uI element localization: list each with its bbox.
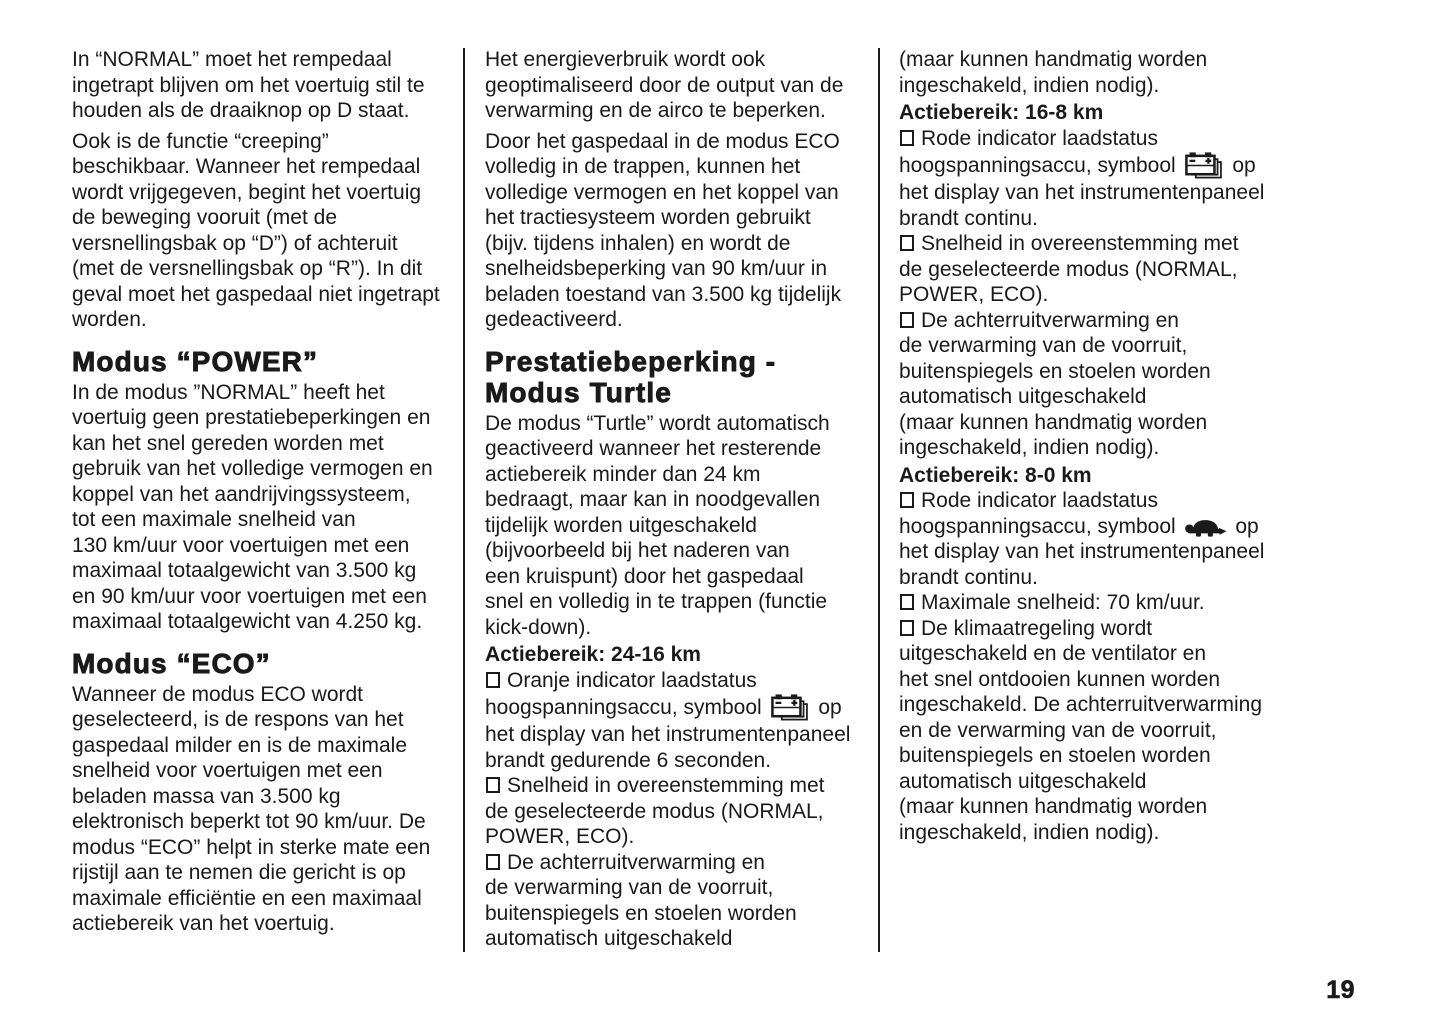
bullet-square-icon: [486, 854, 500, 870]
text-line: het snel ontdooien kunnen worden: [899, 667, 1221, 691]
text-line: Snelheid in overeenstemming met: [485, 773, 867, 799]
text-line: worden.: [72, 308, 147, 331]
text-line: In “NORMAL” moet het rempedaal: [72, 48, 392, 71]
text-line: en 90 km/uur voor voertuigen met een: [72, 584, 427, 608]
text-line: geoptimaliseerd door de output van de: [485, 73, 844, 97]
text-line: In de modus ”NORMAL” heeft het: [72, 380, 385, 404]
text-line: snelheid voor voertuigen met een: [72, 759, 383, 782]
column-left: [72, 47, 454, 937]
text-line: De achterruitverwarming en: [485, 850, 867, 876]
text-line: hoogspanningsaccu, symbool op: [899, 151, 1281, 180]
subsection-heading: [899, 463, 1281, 489]
text-line: Modus Turtle: [485, 376, 672, 408]
paragraph: [899, 47, 1281, 98]
text-line: buitenspiegels en stoelen worden: [899, 359, 1211, 383]
text-line: POWER, ECO).: [899, 283, 1049, 306]
bullet-square-icon: [900, 594, 914, 610]
column-divider: [878, 48, 880, 952]
text-line: maximaal totaalgewicht van 4.250 kg.: [72, 610, 423, 633]
bullet-square-icon: [900, 130, 914, 146]
text-line: POWER, ECO).: [485, 825, 635, 848]
bullet-square-icon: [486, 777, 500, 793]
paragraph: [485, 129, 867, 333]
text-line: 130 km/uur voor voertuigen met een: [72, 533, 410, 557]
text-line: kan het snel gereden worden met: [72, 431, 384, 455]
text-line: gebruik van het volledige vermogen en: [72, 457, 433, 480]
text-line: volledige vermogen en het koppel van: [485, 180, 839, 204]
text-line: tijdelijk worden uitgeschakeld: [485, 513, 757, 537]
text-line: (maar kunnen handmatig worden: [899, 795, 1208, 818]
text-line: snelheidsbeperking van 90 km/uur in: [485, 257, 828, 280]
text-line: automatisch uitgeschakeld: [899, 385, 1147, 408]
text-line: en de verwarming van de voorruit,: [899, 718, 1217, 742]
bullet-square-icon: [900, 492, 914, 508]
text-line: bedraagt, maar kan in noodgevallen: [485, 488, 821, 511]
text-line: maximaal totaalgewicht van 3.500 kg: [72, 559, 417, 582]
text-line: de beweging vooruit (met de: [72, 206, 337, 229]
text-line: verwarming en de airco te beperken.: [485, 99, 826, 122]
text-line: hoogspanningsaccu, symbool op: [485, 693, 867, 722]
bullet-square-icon: [900, 235, 914, 251]
section-heading: [72, 346, 454, 377]
text-line: gaspedaal milder en is de maximale: [72, 733, 408, 757]
text-line: Rode indicator laadstatus: [899, 126, 1281, 152]
text-line: Maximale snelheid: 70 km/uur.: [899, 590, 1281, 616]
text-line: een kruispunt) door het gaspedaal: [485, 564, 804, 588]
bullet-square-icon: [900, 620, 914, 636]
text-line: Het energieverbruik wordt ook: [485, 48, 766, 71]
paragraph: [72, 129, 454, 333]
text-line: wordt vrijgegeven, begint het voertuig: [72, 180, 422, 204]
text-line: actiebereik van het voertuig.: [72, 912, 335, 935]
subsection-heading: [485, 642, 867, 668]
bullet-square-icon: [900, 312, 914, 328]
subsection-heading: [899, 100, 1281, 126]
page-number: 19: [1326, 976, 1355, 1004]
text-line: gedeactiveerd.: [485, 308, 623, 331]
text-line: rijstijl aan te nemen die gericht is op: [72, 861, 406, 884]
paragraph: [899, 488, 1281, 845]
text-line: beladen massa van 3.500 kg: [72, 784, 341, 808]
text-line: ingeschakeld, indien nodig).: [899, 820, 1160, 844]
text-line: brandt gedurende 6 seconden.: [485, 748, 772, 772]
column-right: [899, 47, 1281, 845]
text-line: brandt continu.: [899, 206, 1038, 230]
text-line: buitenspiegels en stoelen worden: [899, 744, 1211, 767]
paragraph: [485, 47, 867, 124]
text-line: de verwarming van de voorruit,: [899, 334, 1188, 357]
paragraph: [485, 668, 867, 952]
text-line: Oranje indicator laadstatus: [485, 668, 867, 694]
text-line: beschikbaar. Wanneer het rempedaal: [72, 155, 421, 178]
text-line: De modus “Turtle” wordt automatisch: [485, 411, 830, 435]
section-heading: [72, 648, 454, 679]
text-line: het display van het instrumentenpaneel: [899, 540, 1265, 563]
text-line: het tractiesysteem worden gebruikt: [485, 206, 811, 229]
text-line: Modus “POWER”: [72, 345, 319, 377]
text-line: koppel van het aandrijvingssysteem,: [72, 482, 411, 506]
text-line: Actiebereik: 16-8 km: [899, 101, 1104, 124]
text-line: buitenspiegels en stoelen worden: [485, 901, 797, 925]
text-line: hoogspanningsaccu, symbool op: [899, 514, 1259, 538]
paragraph: [72, 682, 454, 937]
column-middle: [485, 47, 867, 952]
text-line: De klimaatregeling wordt: [899, 616, 1281, 642]
text-line: (bijv. tijdens inhalen) en wordt de: [485, 231, 791, 255]
paragraph: [899, 126, 1281, 461]
text-line: het display van het instrumentenpaneel: [485, 723, 851, 746]
text-line: ingetrapt blijven om het voertuig stil te: [72, 73, 425, 97]
text-line: (bijvoorbeeld bij het naderen van: [485, 539, 790, 562]
text-line: maximale efficiëntie en een maximaal: [72, 886, 422, 910]
text-line: ingeschakeld. De achterruitverwarming: [899, 693, 1262, 716]
text-line: (maar kunnen handmatig worden: [899, 410, 1208, 434]
text-line: geval moet het gaspedaal niet ingetrapt: [72, 282, 440, 306]
text-line: uitgeschakeld en de ventilator en: [899, 642, 1207, 665]
battery-charge-status-icon: [771, 693, 810, 722]
text-line: Modus “ECO”: [72, 647, 271, 679]
text-line: De achterruitverwarming en: [899, 308, 1281, 334]
text-line: Wanneer de modus ECO wordt: [72, 682, 364, 706]
text-line: ingeschakeld, indien nodig).: [899, 436, 1160, 459]
text-line: Prestatiebeperking -: [485, 345, 777, 377]
text-line: modus “ECO” helpt in sterke mate een: [72, 835, 431, 859]
text-line: voertuig geen prestatiebeperkingen en: [72, 406, 431, 429]
text-line: ingeschakeld, indien nodig).: [899, 73, 1160, 97]
paragraph: [72, 380, 454, 635]
text-line: automatisch uitgeschakeld: [899, 769, 1147, 793]
text-line: geselecteerd, is de respons van het: [72, 708, 404, 731]
battery-charge-status-icon: [1185, 151, 1224, 180]
text-line: Snelheid in overeenstemming met: [899, 231, 1281, 257]
text-line: geactiveerd wanneer het resterende: [485, 437, 822, 460]
text-line: Door het gaspedaal in de modus ECO: [485, 129, 840, 153]
text-line: (maar kunnen handmatig worden: [899, 48, 1208, 71]
column-divider: [463, 48, 465, 952]
paragraph: [485, 411, 867, 641]
text-line: brandt continu.: [899, 565, 1038, 589]
text-line: het display van het instrumentenpaneel: [899, 181, 1265, 204]
text-line: Rode indicator laadstatus: [899, 488, 1281, 514]
text-line: tot een maximale snelheid van: [72, 508, 356, 531]
text-line: (met de versnellingsbak op “R”). In dit: [72, 257, 423, 280]
text-line: Ook is de functie “creeping”: [72, 129, 329, 153]
text-line: automatisch uitgeschakeld: [485, 927, 733, 950]
turtle-icon: [1185, 516, 1227, 538]
text-line: de verwarming van de voorruit,: [485, 876, 774, 899]
text-line: elektronisch beperkt tot 90 km/uur. De: [72, 810, 426, 833]
text-line: de geselecteerde modus (NORMAL,: [899, 257, 1238, 281]
text-line: de geselecteerde modus (NORMAL,: [485, 799, 824, 823]
text-line: kick-down).: [485, 615, 592, 639]
text-line: beladen toestand van 3.500 kg tijdelijk: [485, 282, 842, 306]
paragraph: [72, 47, 454, 124]
text-line: actiebereik minder dan 24 km: [485, 462, 761, 486]
text-line: volledig in de trappen, kunnen het: [485, 155, 801, 178]
section-heading: [485, 346, 867, 408]
text-line: Actiebereik: 8-0 km: [899, 463, 1092, 487]
text-line: versnellingsbak op “D”) of achteruit: [72, 231, 398, 255]
text-line: snel en volledig in te trappen (functie: [485, 590, 828, 613]
text-line: Actiebereik: 24-16 km: [485, 643, 701, 666]
text-line: houden als de draaiknop op D staat.: [72, 99, 410, 122]
bullet-square-icon: [486, 672, 500, 688]
